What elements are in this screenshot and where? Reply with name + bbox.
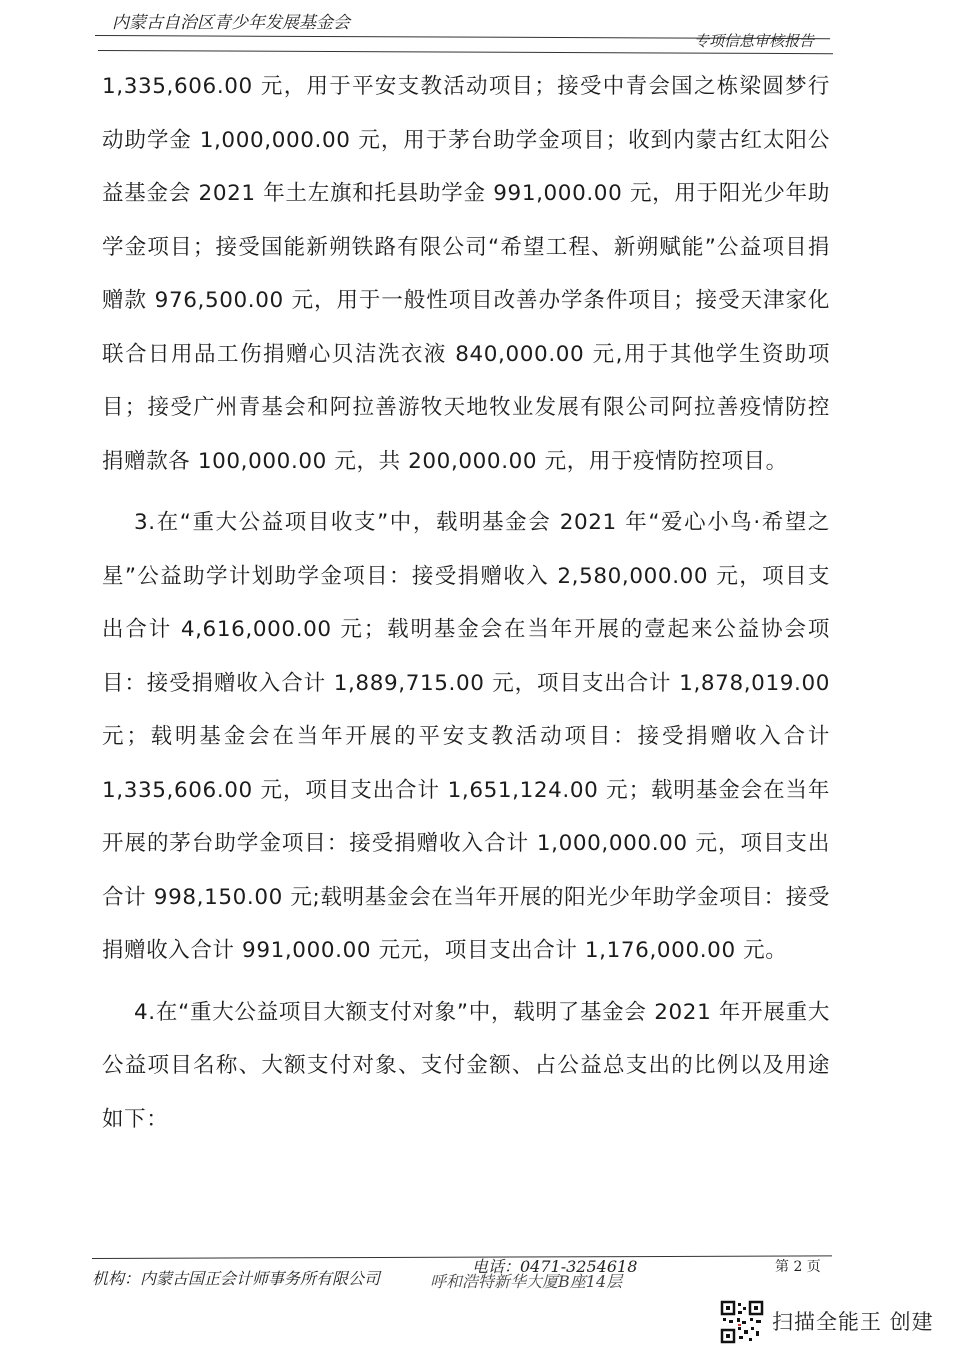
footer-org: 机构：内蒙古国正会计师事务所有限公司 — [92, 1269, 381, 1288]
paragraph-large-payments: 4.在“重大公益项目大额支付对象”中，载明了基金会 2021 年开展重大公益项目名称、大额支付对象、支付金额、占公益总支出的比例以及用途如下： — [102, 999, 830, 1132]
qr-code-icon — [720, 1300, 764, 1344]
header-org-name: 内蒙古自治区青少年发展基金会 — [112, 13, 350, 33]
paragraph-donations: 1,335,606.00 元，用于平安支教活动项目；接受中青会国之栋梁圆梦行动助学金 1,000,000.00 元，用于茅台助学金项目；收到内蒙古红太阳公益基金会 2021 年土左旗和托县助学金 991,000.00 元，用于阳光少年助学金项目；接受国能新朔铁路有限公司“希望工程、新朔赋能”公益项目捐赠款 976,500.00 元，用于一般性项目改善办学条件项目；接受天津家化联合日用品工伤捐赠心贝洁洗衣液 840,000.00 元,用于其他学生资助项目；接受广州青基会和阿拉善游牧天地牧业发展有限公司阿拉善疫情防控捐赠款各 100,000.00 元，共 200,000.00 元，用于疫情防控项目。 — [102, 74, 830, 474]
paragraph-major-projects: 3.在“重大公益项目收支”中，载明基金会 2021 年“爱心小鸟·希望之星”公益助学计划助学金项目：接受捐赠收入 2,580,000.00 元，项目支出合计 4,616,000.00 元；载明基金会在当年开展的壹起来公益协会项目：接受捐赠收入合计 1,889,715.00 元，项目支出合计 1,878,019.00 元；载明基金会在当年开展的平安支教活动项目：接受捐赠收入合计 1,335,606.00 元，项目支出合计 1,651,124.00 元；载明基金会在当年开展的茅台助学金项目：接受捐赠收入合计 1,000,000.00 元，项目支出合计 998,150.00 元;载明基金会在当年开展的阳光少年助学金项目：接受捐赠收入合计 991,000.00 元元，项目支出合计 1,176,000.00 元。 — [102, 510, 830, 963]
header-report-title: 专项信息审核报告 — [694, 32, 815, 50]
watermark-text: 扫描全能王 创建 — [772, 1310, 934, 1334]
footer-address-cut: 呼和浩特新华大厦B座14层 — [430, 1272, 623, 1291]
body-text — [102, 60, 830, 1146]
footer-rule — [92, 1255, 832, 1259]
footer-page-number: 第 2 页 — [775, 1259, 821, 1275]
footer-phone: 电话：0471-3254618 — [472, 1257, 638, 1276]
